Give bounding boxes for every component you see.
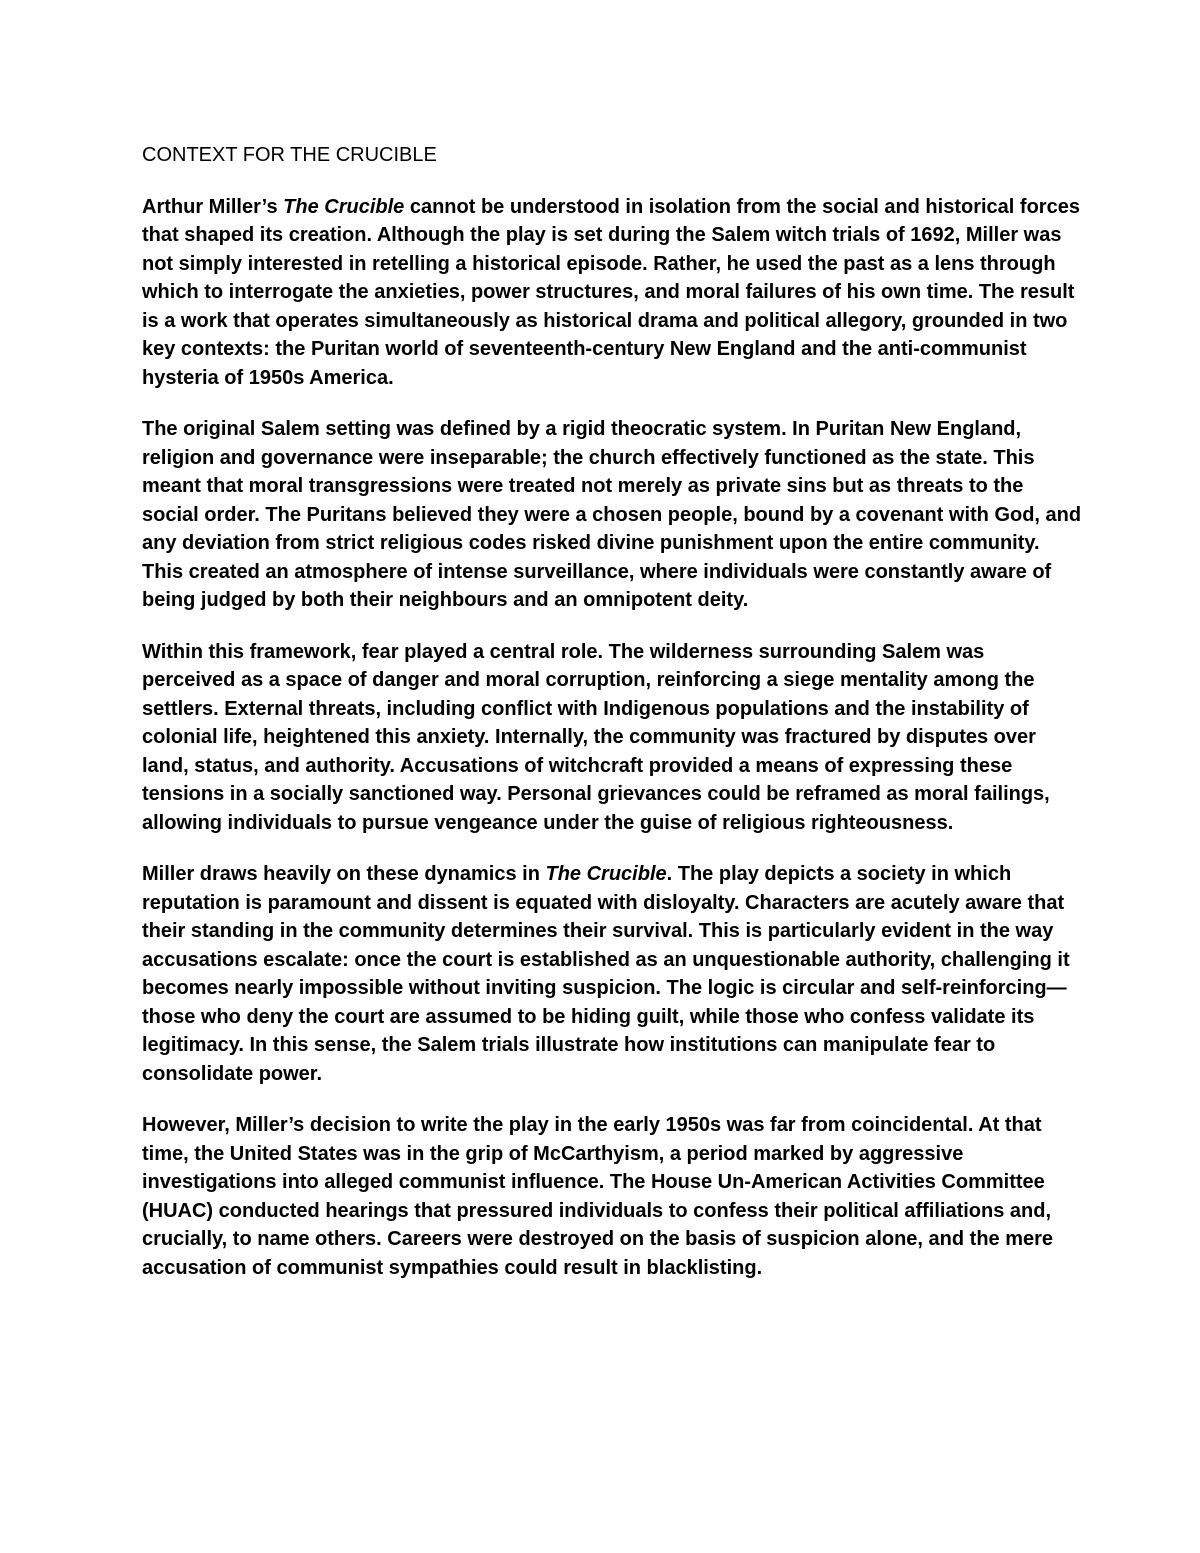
paragraph-4-text-end: . The play depicts a society in which reputation is paramount and dissent is equated with disloyalty. Characters are acutely aware that their standing in the community determines their survival. This is particularly evident in the way accusations escalate: once the court is established as an unquestionable authority, challenging it becomes nearly impossible without inviting suspicion. The logic is circular and self-reinforcing—those who deny the court are assumed to be hiding guilt, while those who confess validate its legitimacy. In this sense, the Salem trials illustrate how institutions can manipulate fear to consolidate power. <box>142 863 1070 1085</box>
paragraph-1 <box>142 193 1082 393</box>
paragraph-5: However, Miller’s decision to write the play in the early 1950s was far from coincidental. At that time, the United States was in the grip of McCarthyism, a period marked by aggressive investigations into alleged communist influence. The House Un-American Activities Committee (HUAC) conducted hearings that pressured individuals to confess their political affiliations and, crucially, to name others. Careers were destroyed on the basis of suspicion alone, and the mere accusation of communist sympathies could result in blacklisting. <box>142 1114 1054 1279</box>
paragraph-1-text-start: Arthur Miller’s <box>142 195 284 218</box>
document-body <box>142 141 1082 1305</box>
paragraph-2: The original Salem setting was defined by a rigid theocratic system. In Puritan New England, religion and governance were inseparable; the church effectively functioned as the state. This meant that moral transgressions were treated not merely as private sins but as threats to the social order. The Puritans believed they were a chosen people, bound by a covenant with God, and any deviation from strict religious codes risked divine punishment upon the entire community. This created an atmosphere of intense surveillance, where individuals were constantly aware of being judged by both their neighbours and an omnipotent deity. <box>142 418 1082 611</box>
play-title-italic: The Crucible <box>545 863 667 885</box>
play-title-italic: The Crucible <box>283 195 405 218</box>
paragraph-3: Within this framework, fear played a central role. The wilderness surrounding Salem was perceived as a space of danger and moral corruption, reinforcing a siege mentality among the settlers. External threats, including conflict with Indigenous populations and the instability of colonial life, heightened this anxiety. Internally, the community was fractured by disputes over land, status, and authority. Accusations of witchcraft provided a means of expressing these tensions in a socially sanctioned way. Personal grievances could be reframed as moral failings, allowing individuals to pursue vengeance under the guise of religious righteousness. <box>142 640 1050 834</box>
document-title: CONTEXT FOR THE CRUCIBLE <box>142 144 437 166</box>
paragraph-4-text-start: Miller draws heavily on these dynamics in <box>142 863 546 885</box>
paragraph-4 <box>142 860 1082 1088</box>
paragraph-1-text-end: cannot be understood in isolation from the social and historical forces that shaped its creation. Although the play is set during the Salem witch trials of 1692, Miller was not simply interested in retelling a historical episode. Rather, he used the past as a lens through which to interrogate the anxieties, power structures, and moral failures of his own time. The result is a work that operates simultaneously as historical drama and political allegory, grounded in two key contexts: the Puritan world of seventeenth-century New England and the anti-communist hysteria of 1950s America. <box>142 195 1080 389</box>
